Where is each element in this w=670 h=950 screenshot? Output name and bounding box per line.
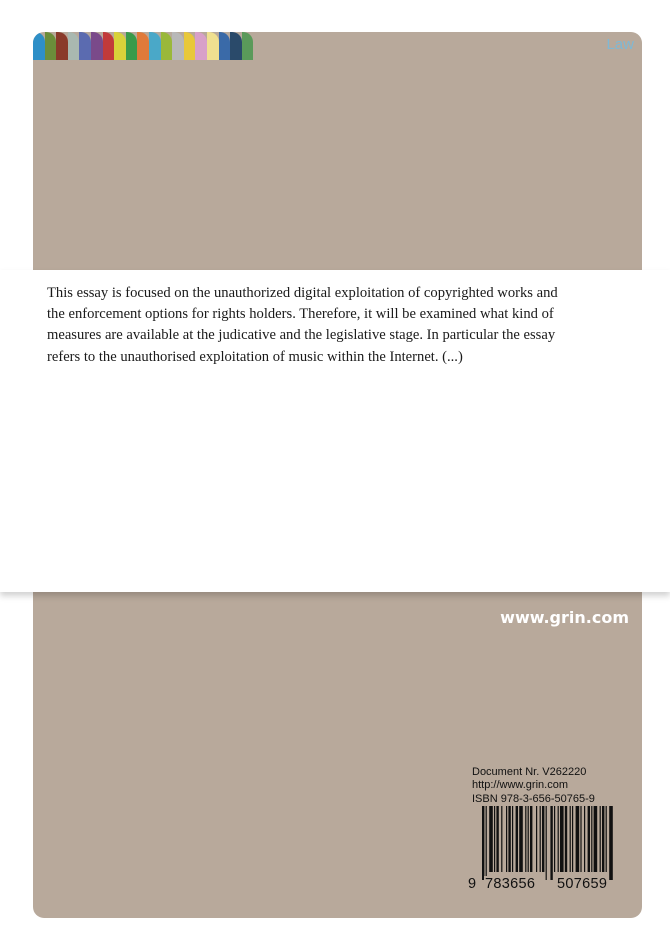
barcode-bar: [542, 806, 544, 872]
barcode-bar: [560, 806, 564, 872]
barcode-bar: [591, 806, 592, 872]
barcode-bar: [606, 806, 607, 872]
barcode-bar: [516, 806, 518, 872]
publisher-website: www.grin.com: [500, 608, 629, 627]
color-stripe: [79, 32, 91, 60]
barcode-bar: [496, 806, 498, 872]
barcode-bar: [512, 806, 513, 872]
barcode-bars: [468, 806, 630, 880]
barcode-bar: [519, 806, 523, 872]
barcode-bar: [600, 806, 601, 872]
barcode-bar: [584, 806, 585, 872]
barcode-bar: [550, 806, 552, 880]
color-stripe: [33, 32, 45, 60]
color-stripe: [68, 32, 80, 60]
barcode-bar: [494, 806, 495, 872]
barcode-bar: [572, 806, 573, 872]
barcode-digit-first: 9: [468, 876, 477, 892]
color-stripe: [230, 32, 242, 60]
barcode-bar: [602, 806, 604, 872]
color-stripe: [184, 32, 196, 60]
barcode-bar: [576, 806, 580, 872]
barcode-bar: [508, 806, 510, 872]
color-stripe: [172, 32, 184, 60]
color-stripe: [219, 32, 231, 60]
color-stripe: [195, 32, 207, 60]
color-stripe: [103, 32, 115, 60]
color-stripe: [161, 32, 173, 60]
barcode-bar: [525, 806, 526, 872]
category-label: Law: [606, 36, 634, 53]
barcode-bar: [546, 806, 547, 880]
color-stripe: [126, 32, 138, 60]
barcode-bar: [570, 806, 571, 872]
barcode-digits-last: 507659: [557, 876, 608, 892]
color-stripe: [149, 32, 161, 60]
barcode-bar: [594, 806, 598, 872]
barcode-bar: [489, 806, 493, 872]
isbn-barcode: [468, 806, 630, 900]
abstract-text: This essay is focused on the unauthorized digital exploitation of copyrighted works and the enforcement options for rights holders. Therefore, it will be examined what kind of measures are available at the judicative and the legislative stage. In particular the essay refers to the unauthorised exploitation of music within the Internet. (...): [47, 285, 558, 365]
color-stripe-bar: [33, 32, 253, 60]
barcode-bar: [558, 806, 559, 872]
barcode-bar: [506, 806, 507, 872]
barcode-bar: [554, 806, 555, 872]
barcode-bar: [501, 806, 502, 872]
color-stripe: [114, 32, 126, 60]
barcode-bar: [530, 806, 532, 872]
color-stripe: [91, 32, 103, 60]
isbn: ISBN 978-3-656-50765-9: [472, 792, 595, 805]
color-stripe: [45, 32, 57, 60]
barcode-bar: [580, 806, 581, 872]
document-url: http://www.grin.com: [472, 779, 568, 792]
barcode-bar: [565, 806, 567, 872]
color-stripe: [137, 32, 149, 60]
barcode-bar: [609, 806, 613, 880]
barcode-bar: [540, 806, 541, 872]
barcode-bar: [528, 806, 529, 872]
document-info: [472, 766, 595, 806]
barcode-digits-middle: 783656: [485, 876, 536, 892]
color-stripe: [242, 32, 254, 60]
barcode-bar: [486, 806, 487, 880]
color-stripe: [56, 32, 68, 60]
barcode-bar: [482, 806, 484, 880]
document-number: Document Nr. V262220: [472, 766, 587, 778]
barcode-bar: [588, 806, 590, 872]
color-stripe: [207, 32, 219, 60]
barcode-bar: [536, 806, 537, 872]
